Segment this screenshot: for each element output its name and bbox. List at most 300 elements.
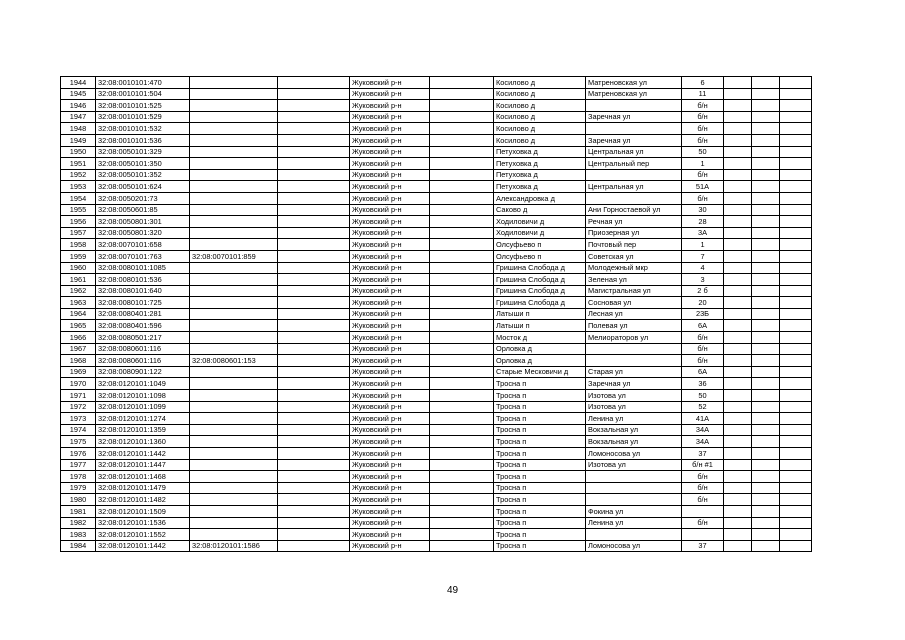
cell-blank [278,436,350,448]
cell-blank [780,262,812,274]
cell-house-number: б/н [682,517,724,529]
cell-blank [752,216,780,228]
cell-locality: Косилово д [494,111,586,123]
cell-row-number: 1958 [61,239,96,251]
cell-house-number: 6А [682,366,724,378]
cell-house-number: 34А [682,436,724,448]
cell-blank [780,378,812,390]
cell-blank [278,100,350,112]
cell-blank [752,308,780,320]
cell-street: Изотова ул [586,390,682,402]
cell-blank [752,482,780,494]
cell-blank [780,192,812,204]
cell-blank [278,123,350,135]
cell-house-number [682,505,724,517]
table-row [61,100,812,112]
cell-blank [278,274,350,286]
cell-blank [278,169,350,181]
cell-locality: Тросна п [494,505,586,517]
cell-blank [724,505,752,517]
cell-district: Жуковский р-н [350,459,430,471]
cell-blank [780,390,812,402]
cell-blank [724,123,752,135]
cell-locality: Орловка д [494,343,586,355]
cell-blank [278,448,350,460]
cell-row-number: 1948 [61,123,96,135]
cell-street: Матреновская ул [586,77,682,89]
cell-blank [752,390,780,402]
cell-locality: Тросна п [494,540,586,552]
cell-house-number: 1 [682,239,724,251]
property-table [60,76,812,552]
cell-house-number: 7 [682,250,724,262]
cell-district: Жуковский р-н [350,192,430,204]
cell-locality: Петуховка д [494,181,586,193]
cell-blank [780,332,812,344]
cell-locality: Ходиловичи д [494,227,586,239]
cell-blank [724,366,752,378]
cell-blank [724,332,752,344]
cell-street: Ленина ул [586,413,682,425]
cell-street: Заречная ул [586,378,682,390]
cell-house-number: 34А [682,424,724,436]
cell-related-cadastral-number [190,262,278,274]
cell-blank [780,146,812,158]
cell-district: Жуковский р-н [350,134,430,146]
cell-row-number: 1979 [61,482,96,494]
cell-district: Жуковский р-н [350,355,430,367]
cell-blank [752,494,780,506]
cell-blank [780,505,812,517]
cell-house-number: 37 [682,540,724,552]
cell-blank [278,320,350,332]
cell-cadastral-number: 32:08:0120101:1468 [96,471,190,483]
cell-blank [724,111,752,123]
cell-blank [724,250,752,262]
cell-row-number: 1983 [61,529,96,541]
cell-related-cadastral-number: 32:08:0070101:859 [190,250,278,262]
cell-blank [752,146,780,158]
cell-blank [278,378,350,390]
cell-blank [430,297,494,309]
cell-row-number: 1978 [61,471,96,483]
cell-blank [278,285,350,297]
cell-blank [752,250,780,262]
cell-blank [780,424,812,436]
cell-house-number: б/н #1 [682,459,724,471]
cell-row-number: 1950 [61,146,96,158]
cell-district: Жуковский р-н [350,320,430,332]
cell-blank [430,517,494,529]
cell-blank [752,401,780,413]
cell-street: Речная ул [586,216,682,228]
cell-blank [278,262,350,274]
cell-locality: Петуховка д [494,158,586,170]
table-row [61,77,812,89]
cell-cadastral-number: 32:08:0010101:532 [96,123,190,135]
cell-district: Жуковский р-н [350,494,430,506]
cell-blank [430,77,494,89]
cell-blank [724,239,752,251]
cell-blank [278,146,350,158]
cell-blank [752,413,780,425]
cell-locality: Мосток д [494,332,586,344]
cell-blank [780,204,812,216]
cell-blank [780,123,812,135]
cell-blank [430,494,494,506]
cell-blank [780,181,812,193]
table-row [61,192,812,204]
table-row [61,378,812,390]
cell-locality: Косилово д [494,123,586,135]
cell-blank [752,320,780,332]
cell-district: Жуковский р-н [350,343,430,355]
cell-blank [724,100,752,112]
cell-blank [430,100,494,112]
cell-row-number: 1961 [61,274,96,286]
cell-house-number: б/н [682,355,724,367]
cell-row-number: 1975 [61,436,96,448]
cell-blank [724,471,752,483]
cell-blank [780,274,812,286]
cell-locality: Саково д [494,204,586,216]
cell-blank [724,517,752,529]
cell-blank [430,239,494,251]
cell-row-number: 1969 [61,366,96,378]
cell-blank [780,77,812,89]
cell-district: Жуковский р-н [350,471,430,483]
cell-row-number: 1960 [61,262,96,274]
cell-related-cadastral-number [190,390,278,402]
cell-blank [752,343,780,355]
cell-blank [278,216,350,228]
cell-blank [430,448,494,460]
cell-cadastral-number: 32:08:0080101:640 [96,285,190,297]
cell-blank [780,529,812,541]
cell-blank [430,390,494,402]
cell-related-cadastral-number [190,320,278,332]
cell-blank [752,77,780,89]
cell-blank [752,448,780,460]
cell-locality: Тросна п [494,448,586,460]
cell-blank [780,366,812,378]
cell-row-number: 1953 [61,181,96,193]
cell-house-number: 37 [682,448,724,460]
cell-locality: Тросна п [494,401,586,413]
cell-blank [752,285,780,297]
cell-blank [430,285,494,297]
cell-district: Жуковский р-н [350,505,430,517]
cell-district: Жуковский р-н [350,517,430,529]
cell-blank [278,227,350,239]
cell-blank [724,77,752,89]
cell-locality: Гришина Слобода д [494,297,586,309]
cell-blank [780,239,812,251]
cell-cadastral-number: 32:08:0120101:1442 [96,448,190,460]
cell-locality: Ходиловичи д [494,216,586,228]
cell-blank [430,482,494,494]
cell-house-number: 6 [682,77,724,89]
cell-related-cadastral-number [190,134,278,146]
cell-district: Жуковский р-н [350,216,430,228]
cell-district: Жуковский р-н [350,158,430,170]
cell-blank [780,158,812,170]
table-row [61,134,812,146]
table-row [61,285,812,297]
cell-cadastral-number: 32:08:0050801:320 [96,227,190,239]
cell-locality: Тросна п [494,459,586,471]
cell-blank [724,320,752,332]
cell-blank [724,413,752,425]
cell-related-cadastral-number [190,227,278,239]
table-row [61,88,812,100]
cell-row-number: 1962 [61,285,96,297]
cell-blank [430,471,494,483]
cell-blank [724,448,752,460]
cell-street: Советская ул [586,250,682,262]
cell-related-cadastral-number [190,494,278,506]
cell-blank [752,529,780,541]
cell-blank [752,158,780,170]
cell-district: Жуковский р-н [350,123,430,135]
cell-street: Магистральная ул [586,285,682,297]
cell-cadastral-number: 32:08:0010101:529 [96,111,190,123]
cell-blank [752,169,780,181]
table-row [61,169,812,181]
cell-street: Изотова ул [586,459,682,471]
cell-blank [752,540,780,552]
table-row [61,332,812,344]
cell-locality: Тросна п [494,471,586,483]
table-row [61,355,812,367]
cell-blank [430,181,494,193]
cell-blank [724,192,752,204]
cell-district: Жуковский р-н [350,482,430,494]
cell-blank [752,181,780,193]
cell-blank [430,378,494,390]
cell-street [586,343,682,355]
cell-blank [724,482,752,494]
cell-blank [780,297,812,309]
cell-cadastral-number: 32:08:0010101:525 [96,100,190,112]
cell-blank [724,285,752,297]
cell-blank [780,308,812,320]
cell-district: Жуковский р-н [350,540,430,552]
cell-row-number: 1974 [61,424,96,436]
cell-house-number: 30 [682,204,724,216]
cell-street: Приозерная ул [586,227,682,239]
cell-locality: Орловка д [494,355,586,367]
cell-related-cadastral-number [190,274,278,286]
cell-blank [780,169,812,181]
cell-street: Изотова ул [586,401,682,413]
cell-locality: Тросна п [494,529,586,541]
cell-blank [724,262,752,274]
table-row [61,274,812,286]
cell-blank [780,227,812,239]
cell-blank [430,146,494,158]
cell-cadastral-number: 32:08:0070101:763 [96,250,190,262]
cell-blank [278,239,350,251]
cell-house-number [682,529,724,541]
cell-locality: Косилово д [494,134,586,146]
cell-blank [780,471,812,483]
cell-blank [780,401,812,413]
cell-related-cadastral-number [190,146,278,158]
cell-row-number: 1973 [61,413,96,425]
cell-blank [780,459,812,471]
cell-district: Жуковский р-н [350,274,430,286]
cell-blank [724,88,752,100]
cell-blank [278,192,350,204]
cell-blank [724,216,752,228]
cell-blank [430,111,494,123]
cell-house-number: 1 [682,158,724,170]
cell-cadastral-number: 32:08:0050601:85 [96,204,190,216]
cell-row-number: 1945 [61,88,96,100]
cell-house-number: 36 [682,378,724,390]
cell-related-cadastral-number [190,378,278,390]
cell-blank [278,250,350,262]
cell-related-cadastral-number [190,181,278,193]
cell-district: Жуковский р-н [350,366,430,378]
cell-blank [430,459,494,471]
cell-blank [752,366,780,378]
cell-blank [430,343,494,355]
cell-blank [278,494,350,506]
cell-street: Центральная ул [586,181,682,193]
cell-blank [278,459,350,471]
cell-blank [430,204,494,216]
cell-street: Ани Горностаевой ул [586,204,682,216]
table-row [61,505,812,517]
cell-blank [752,100,780,112]
cell-locality: Тросна п [494,517,586,529]
cell-related-cadastral-number [190,424,278,436]
cell-district: Жуковский р-н [350,146,430,158]
table-row [61,343,812,355]
cell-row-number: 1963 [61,297,96,309]
cell-blank [724,308,752,320]
table-row [61,204,812,216]
cell-related-cadastral-number [190,332,278,344]
cell-locality: Гришина Слобода д [494,274,586,286]
cell-blank [752,471,780,483]
cell-house-number: 4 [682,262,724,274]
cell-related-cadastral-number [190,100,278,112]
table-row [61,366,812,378]
cell-blank [278,204,350,216]
cell-blank [780,413,812,425]
cell-blank [752,262,780,274]
cell-street [586,529,682,541]
cell-locality: Тросна п [494,482,586,494]
cell-district: Жуковский р-н [350,308,430,320]
cell-blank [430,134,494,146]
cell-house-number: 52 [682,401,724,413]
cell-row-number: 1959 [61,250,96,262]
cell-blank [278,332,350,344]
cell-street: Ленина ул [586,517,682,529]
cell-row-number: 1954 [61,192,96,204]
cell-blank [752,204,780,216]
cell-street: Мелиораторов ул [586,332,682,344]
cell-blank [724,227,752,239]
cell-district: Жуковский р-н [350,378,430,390]
table-row [61,413,812,425]
cell-blank [752,505,780,517]
cell-row-number: 1946 [61,100,96,112]
cell-blank [430,540,494,552]
cell-row-number: 1981 [61,505,96,517]
cell-blank [780,540,812,552]
cell-blank [430,413,494,425]
cell-related-cadastral-number [190,459,278,471]
cell-cadastral-number: 32:08:0050101:350 [96,158,190,170]
cell-cadastral-number: 32:08:0120101:1536 [96,517,190,529]
cell-street: Центральная ул [586,146,682,158]
cell-row-number: 1967 [61,343,96,355]
cell-cadastral-number: 32:08:0120101:1049 [96,378,190,390]
cell-cadastral-number: 32:08:0080401:281 [96,308,190,320]
cell-cadastral-number: 32:08:0080901:122 [96,366,190,378]
cell-cadastral-number: 32:08:0120101:1552 [96,529,190,541]
cell-blank [724,274,752,286]
cell-related-cadastral-number [190,77,278,89]
cell-blank [430,123,494,135]
cell-locality: Тросна п [494,424,586,436]
cell-blank [724,169,752,181]
cell-row-number: 1951 [61,158,96,170]
cell-blank [780,285,812,297]
cell-blank [780,88,812,100]
cell-cadastral-number: 32:08:0120101:1509 [96,505,190,517]
cell-house-number: б/н [682,482,724,494]
cell-house-number: б/н [682,192,724,204]
cell-blank [752,227,780,239]
table-row [61,111,812,123]
cell-related-cadastral-number [190,343,278,355]
cell-locality: Александровка д [494,192,586,204]
table-row [61,436,812,448]
cell-locality: Гришина Слобода д [494,285,586,297]
cell-street: Старая ул [586,366,682,378]
cell-related-cadastral-number [190,285,278,297]
cell-blank [724,378,752,390]
cell-blank [278,471,350,483]
cell-related-cadastral-number [190,529,278,541]
cell-blank [752,239,780,251]
cell-district: Жуковский р-н [350,424,430,436]
cell-blank [752,424,780,436]
cell-cadastral-number: 32:08:0120101:1274 [96,413,190,425]
cell-locality: Олсуфьево п [494,250,586,262]
cell-district: Жуковский р-н [350,204,430,216]
cell-street [586,100,682,112]
cell-locality: Косилово д [494,77,586,89]
cell-row-number: 1984 [61,540,96,552]
cell-street: Молодежный мкр [586,262,682,274]
cell-blank [430,192,494,204]
cell-cadastral-number: 32:08:0050101:352 [96,169,190,181]
cell-blank [278,413,350,425]
cell-blank [752,134,780,146]
cell-row-number: 1944 [61,77,96,89]
table-row [61,529,812,541]
cell-row-number: 1957 [61,227,96,239]
cell-blank [430,355,494,367]
cell-cadastral-number: 32:08:0120101:1360 [96,436,190,448]
